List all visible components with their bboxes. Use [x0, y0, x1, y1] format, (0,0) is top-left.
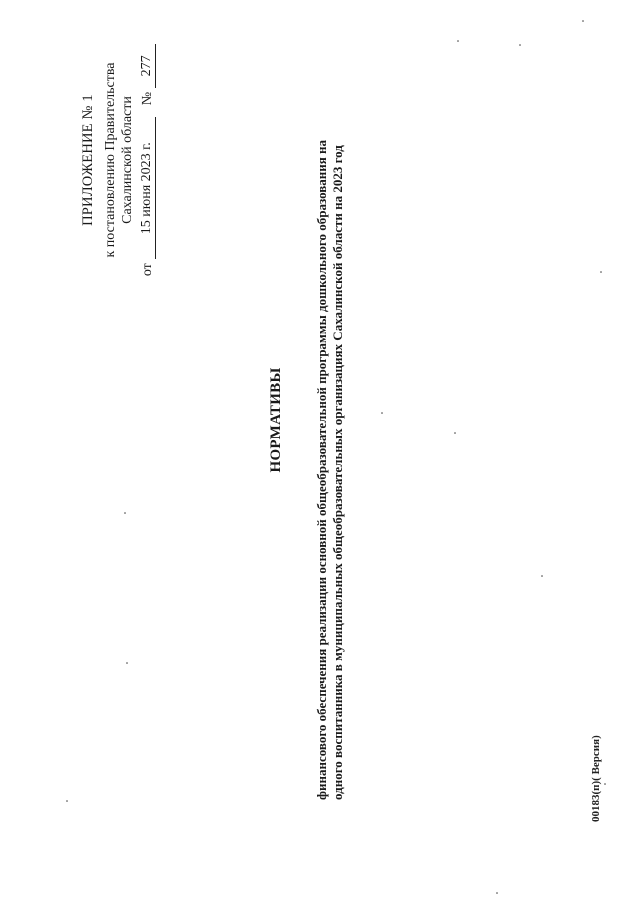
subtitle-line-2: одного воспитанника в муниципальных общеобразовательных организациях Сахалинской области на 2023 год — [329, 145, 345, 800]
appendix-reference-line-1: к постановлению Правительства — [103, 62, 118, 258]
scan-speck — [582, 20, 584, 22]
scan-speck — [454, 432, 456, 434]
document-subtitle — [314, 30, 345, 800]
number-label: № — [140, 91, 155, 106]
appendix-date-row — [138, 30, 156, 290]
scan-speck — [519, 44, 521, 46]
document-date: 15 июня 2023 г. — [138, 117, 156, 259]
scan-speck — [66, 800, 68, 802]
scan-speck — [126, 662, 128, 664]
scan-speck — [541, 575, 543, 577]
scan-speck — [604, 783, 606, 785]
page-title: НОРМАТИВЫ — [268, 367, 284, 473]
document-number: 277 — [138, 44, 156, 88]
scan-speck — [381, 412, 383, 414]
appendix-block — [80, 30, 156, 290]
subtitle-line-1: финансового обеспечения реализации основной общеобразовательной программы дошкольного образования на — [314, 139, 329, 800]
appendix-title: ПРИЛОЖЕНИЕ № 1 — [80, 94, 96, 226]
scan-speck — [124, 512, 126, 514]
scan-speck — [600, 271, 602, 273]
scan-speck — [457, 40, 459, 42]
footer-mark: 00183(п)( Версия) — [590, 735, 602, 822]
scan-speck — [496, 892, 498, 894]
from-label: от — [140, 263, 155, 277]
appendix-reference-line-2: Сахалинской области — [120, 96, 135, 224]
